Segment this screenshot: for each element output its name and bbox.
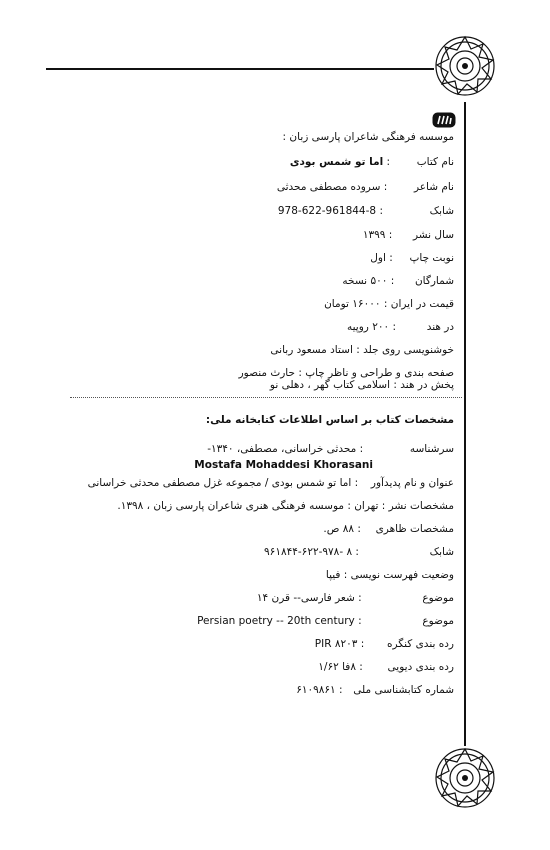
- row-label: سرشناسه: [409, 443, 454, 455]
- colophon-row: [347, 320, 454, 334]
- row-label: رده بندی کنگره: [386, 638, 454, 650]
- author-latin: Mostafa Mohaddesi Khorasani: [194, 459, 373, 471]
- row-label: پخش در هند: [400, 379, 454, 391]
- row-sep: :: [298, 367, 302, 379]
- row-sep: :: [386, 156, 391, 168]
- row-value: : محدثی خراسانی، مصطفی، ۱۳۴۰-: [207, 443, 364, 455]
- row-value: ۵۰۰ نسخه: [342, 275, 388, 287]
- row-sep: :: [388, 229, 393, 241]
- row-value: : ۸۸ ص.: [323, 523, 361, 535]
- row-label: قیمت در ایران: [390, 298, 454, 310]
- row-value: : ۸ -۹۶۱۸۴۴-۶۲۲-۹۷۸: [264, 546, 359, 558]
- row-label: عنوان و نام پدیدآور: [370, 477, 454, 489]
- row-value: : شعر فارسی-- قرن ۱۴: [256, 592, 362, 604]
- row-value: سروده مصطفی محدثی: [276, 181, 381, 193]
- row-value: : ۸فا ۱/۶۲: [318, 661, 363, 673]
- catalog-row: [88, 476, 454, 490]
- row-value: ۲۰۰ روپیه: [346, 321, 390, 333]
- catalog-row: [296, 683, 454, 697]
- row-label: صفحه بندی و طراحی و ناظر چاپ: [305, 367, 454, 379]
- colophon-row: [277, 180, 454, 194]
- top-rule: [46, 68, 434, 70]
- colophon-row: [278, 204, 454, 218]
- row-sep: :: [379, 205, 383, 217]
- colophon-row: [363, 228, 454, 242]
- row-sep: :: [383, 298, 388, 310]
- colophon-row: [370, 251, 454, 265]
- rosette-ornament-icon: [433, 34, 497, 98]
- catalog-row: [207, 442, 454, 456]
- row-label: نوبت چاپ: [409, 252, 454, 264]
- catalog-row: [264, 545, 454, 559]
- publisher-line: موسسه فرهنگی شاعران پارسی زبان :: [282, 131, 454, 143]
- row-label: موضوع: [422, 592, 454, 604]
- row-sep: :: [356, 344, 360, 356]
- row-label: مشخصات ظاهری: [375, 523, 454, 535]
- catalog-status: وضعیت فهرست نویسی : فیپا: [325, 569, 454, 581]
- colophon-row: [342, 274, 454, 288]
- rosette-ornament-icon: [433, 746, 497, 810]
- isbn-value: 978-622-961844-8: [277, 205, 377, 217]
- row-sep: :: [358, 615, 362, 627]
- catalog-row: [315, 637, 454, 651]
- row-value: : ۶۱۰۹۸۶۱: [296, 684, 343, 696]
- row-sep: :: [392, 321, 396, 333]
- row-value: : تهران : موسسه فرهنگی هنری شاعران پارسی زبان ، ۱۳۹۸.: [117, 500, 386, 512]
- catalog-row: [257, 591, 454, 605]
- row-sep: :: [393, 379, 397, 391]
- row-label: نام شاعر: [413, 181, 454, 193]
- row-label: شمارگان: [414, 275, 454, 287]
- row-sep: :: [390, 275, 395, 287]
- row-value: اول: [370, 252, 386, 264]
- library-heading: مشخصات کتاب بر اساس اطلاعات کتابخانه ملی:: [205, 414, 454, 426]
- catalog-row: [117, 499, 454, 513]
- colophon-row: [270, 378, 454, 392]
- row-label: موضوع: [422, 615, 454, 627]
- row-label: مشخصات نشر: [388, 500, 454, 512]
- row-value: ۱۳۹۹: [362, 229, 386, 241]
- dotted-divider: [70, 397, 462, 398]
- row-value: حارث منصور: [238, 367, 295, 379]
- row-value: : PIR ۸۲۰۳: [314, 638, 365, 650]
- row-value: : اما تو شمس بودی / مجموعه غزل مصطفی محدثی خراسانی: [87, 477, 359, 489]
- publisher-logo: [432, 112, 456, 128]
- side-rule: [464, 102, 466, 746]
- row-label: نام کتاب: [416, 156, 454, 168]
- row-label: خوشنویسی روی جلد: [363, 344, 454, 356]
- row-label: رده بندی دیویی: [387, 661, 454, 673]
- catalog-row: [197, 614, 454, 628]
- catalog-row: [323, 522, 454, 536]
- row-sep: :: [389, 252, 393, 264]
- colophon-row: [324, 297, 454, 311]
- colophon-row: [270, 343, 454, 357]
- row-label: شماره کتابشناسی ملی: [353, 684, 454, 696]
- book-title: اما تو شمس بودی: [289, 156, 384, 168]
- row-value: ۱۶۰۰۰ تومان: [324, 298, 381, 310]
- row-label: سال نشر: [412, 229, 454, 241]
- colophon-row: [290, 155, 454, 169]
- row-value: Persian poetry -- 20th century: [197, 615, 355, 627]
- row-label: شابک: [429, 546, 454, 558]
- row-label: در هند: [426, 321, 454, 333]
- row-sep: :: [383, 181, 388, 193]
- row-value: استاد مسعود ربانی: [270, 344, 353, 356]
- catalog-row: [318, 660, 454, 674]
- row-value: اسلامی کتاب گهر ، دهلی نو: [269, 379, 391, 391]
- row-label: شابک: [429, 205, 454, 217]
